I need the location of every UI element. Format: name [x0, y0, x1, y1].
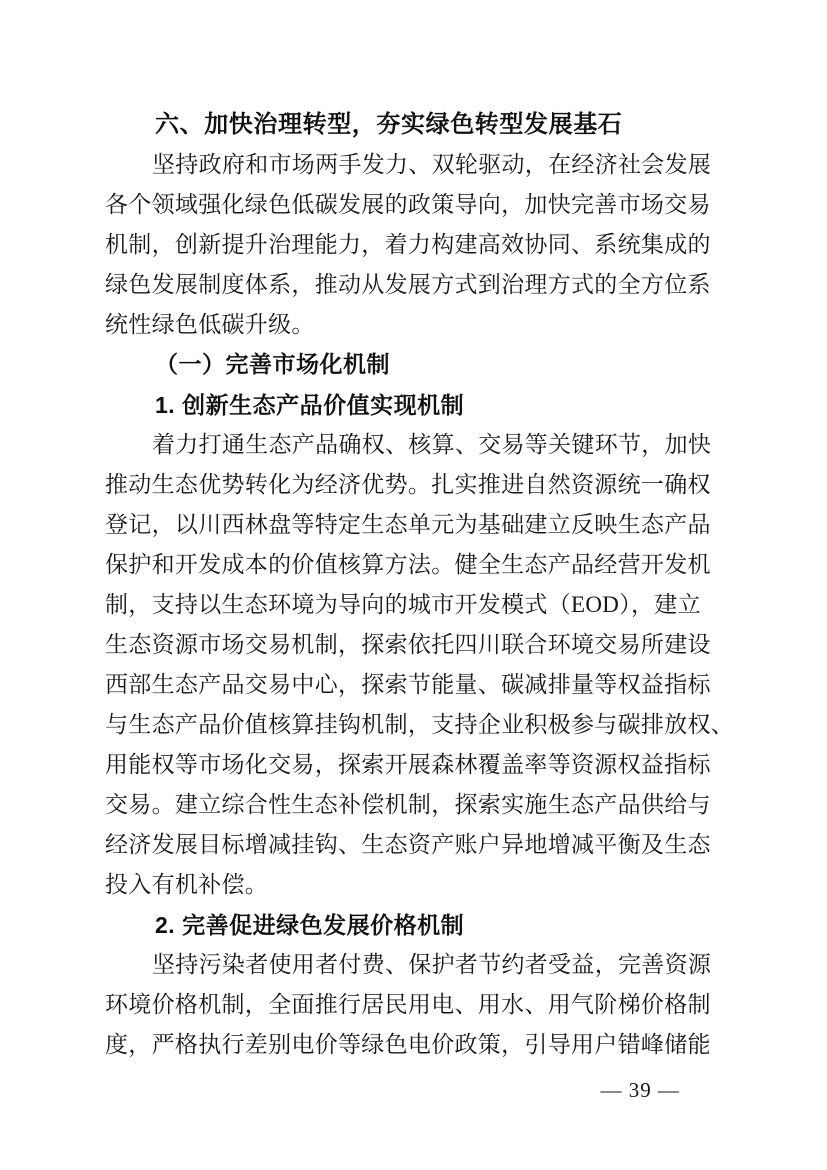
paragraph-line: 与生态产品价值核算挂钩机制，支持企业积极参与碳排放权、 [105, 712, 735, 737]
paragraph-line: 登记，以川西林盘等特定生态单元为基础建立反映生态产品 [105, 512, 711, 537]
paragraph-line: 经济发展目标增减挂钩、生态资产账户异地增减平衡及生态 [105, 832, 711, 857]
paragraph-line: 度，严格执行差别电价等绿色电价政策，引导用户错峰储能 [105, 1032, 711, 1057]
numbered-heading: 2. 完善促进绿色发展价格机制 [155, 912, 465, 938]
paragraph-line: 机制，创新提升治理能力，着力构建高效协同、系统集成的 [105, 232, 711, 257]
paragraph-line: 环境价格机制，全面推行居民用电、用水、用气阶梯价格制 [105, 992, 711, 1017]
paragraph-line: 投入有机补偿。 [105, 872, 269, 897]
section-heading: 六、加快治理转型，夯实绿色转型发展基石 [155, 111, 623, 138]
subsection-heading: （一）完善市场化机制 [155, 352, 390, 377]
paragraph-line: 坚持政府和市场两手发力、双轮驱动，在经济社会发展 [152, 152, 712, 177]
paragraph-line: 着力打通生态产品确权、核算、交易等关键环节，加快 [152, 432, 712, 457]
paragraph-line: 坚持污染者使用者付费、保护者节约者受益，完善资源 [152, 952, 712, 977]
paragraph-line: 制，支持以生态环境为导向的城市开发模式（EOD），建立 [105, 592, 701, 617]
paragraph-line: 绿色发展制度体系，推动从发展方式到治理方式的全方位系 [105, 272, 711, 297]
paragraph-line: 西部生态产品交易中心，探索节能量、碳减排量等权益指标 [105, 672, 711, 697]
paragraph-line: 交易。建立综合性生态补偿机制，探索实施生态产品供给与 [105, 792, 711, 817]
paragraph-line: 统性绿色低碳升级。 [105, 312, 315, 337]
numbered-heading: 1. 创新生态产品价值实现机制 [155, 392, 465, 418]
paragraph-line: 用能权等市场化交易，探索开展森林覆盖率等资源权益指标 [105, 752, 711, 777]
paragraph-line: 生态资源市场交易机制，探索依托四川联合环境交易所建设 [105, 632, 711, 657]
document-content [105, 105, 735, 1065]
paragraph-line: 各个领域强化绿色低碳发展的政策导向，加快完善市场交易 [105, 192, 711, 217]
paragraph-line: 保护和开发成本的价值核算方法。健全生态产品经营开发机 [105, 552, 711, 577]
paragraph-line: 推动生态优势转化为经济优势。扎实推进自然资源统一确权 [105, 472, 711, 497]
page-number: — 39 — [600, 1078, 680, 1102]
